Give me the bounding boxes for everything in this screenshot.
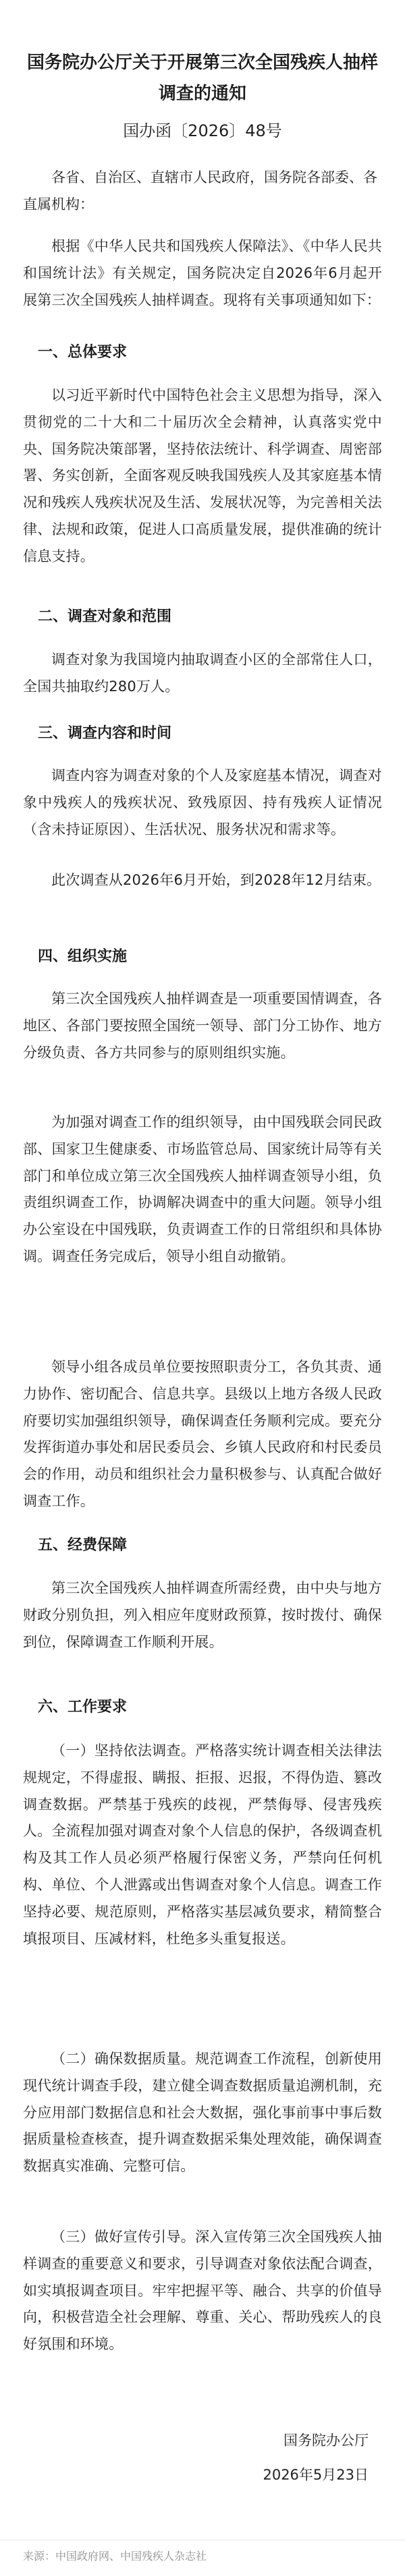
section-heading-general-requirements: 一、总体要求	[38, 344, 128, 361]
section-paragraph: 调查内容为调查对象的个人及家庭基本情况，调查对象中残疾人的残疾状况、致残原因、持有残疾人证情况（含未持证原因）、生活状况、服务状况和需求等。	[23, 767, 382, 838]
section-paragraph: 领导小组各成员单位要按照职责分工，各负其责、通力协作、密切配合、信息共享。县级以上地方各级人民政府要切实加强组织领导，确保调查任务顺利完成。要充分发挥街道办事处和居民委员会、乡镇人民政府和村民委员会的作用，动员和组织社会力量积极参与、认真配合做好调查工作。	[23, 1359, 382, 1509]
document-title: 国务院办公厅关于开展第三次全国残疾人抽样调查的通知	[26, 53, 378, 104]
section-heading-survey-scope: 二、调查对象和范围	[38, 608, 172, 625]
document-number: 国办函〔2026〕48号	[123, 121, 282, 140]
section-paragraph: 以习近平新时代中国特色社会主义思想为指导，深入贯彻党的二十大和二十届历次全会精神，认真落实党中央、国务院决策部署，坚持依法统计、科学调查、周密部署、务实创新，全面客观反映我国残疾人及其家庭基本情况和残疾人残疾状况及生活、发展状况等，为完善相关法律、法规和政策，促进人口高质量发展，提供准确的统计信息支持。	[23, 387, 382, 564]
section-paragraph: 第三次全国残疾人抽样调查是一项重要国情调查，各地区、各部门要按照全国统一领导、部门分工协作、地方分级负责、各方共同参与的原则组织实施。	[23, 991, 382, 1061]
section-paragraph: 调查对象为我国境内抽取调查小区的全部常住人口，全国共抽取约280万人。	[23, 651, 382, 695]
section-paragraph: （三）做好宣传引导。深入宣传第三次全国残疾人抽样调查的重要意义和要求，引导调查对象依法配合调查，如实填报调查项目。牢牢把握平等、融合、共享的价值导向，积极营造全社会理解、尊重、关心、帮助残疾人的良好氛围和环境。	[23, 2229, 382, 2353]
issuer-signature: 国务院办公厅	[284, 2432, 369, 2449]
source-note: 来源：中国政府网、中国残疾人杂志社	[23, 2550, 207, 2563]
section-heading-content-and-time: 三、调查内容和时间	[38, 725, 172, 742]
section-paragraph: 此次调查从2026年6月开始，到2028年12月结束。	[51, 872, 381, 888]
section-heading-work-requirements: 六、工作要求	[38, 1699, 128, 1716]
section-heading-organization: 四、组织实施	[38, 948, 128, 965]
section-paragraph: 第三次全国残疾人抽样调查所需经费，由中央与地方财政分别负担，列入相应年度财政预算，按时拨付、确保到位，保障调查工作顺利开展。	[23, 1580, 382, 1650]
intro-paragraph: 根据《中华人民共和国残疾人保障法》、《中华人民共和国统计法》有关规定，国务院决定自2026年6月起开展第三次全国残疾人抽样调查。现将有关事项通知如下：	[23, 238, 382, 308]
section-paragraph: （一）坚持依法调查。严格落实统计调查相关法律法规规定，不得虚报、瞒报、拒报、迟报，不得伪造、篡改调查数据。严禁基于残疾的歧视，严禁侮辱、侵害残疾人。全流程加强对调查对象个人信息的保护，各级调查机构及其工作人员必须严格履行保密义务，严禁向任何机构、单位、个人泄露或出售调查对象个人信息。调查工作坚持必要、规范原则，严格落实基层减负要求，精简整合填报项目、压减材料，杜绝多头重复报送。	[23, 1743, 382, 1947]
section-heading-funding: 五、经费保障	[38, 1537, 128, 1554]
issue-date: 2026年5月23日	[263, 2467, 369, 2483]
section-paragraph: （二）确保数据质量。规范调查工作流程，创新使用现代统计调查手段，建立健全调查数据质量追溯机制，充分应用部门数据信息和社会大数据，强化事前事中事后数据质量检查核查，提升调查数据采集处理效能，确保调查数据真实准确、完整可信。	[23, 2051, 382, 2175]
salutation: 各省、自治区、直辖市人民政府，国务院各部委、各直属机构：	[23, 169, 377, 212]
section-paragraph: 为加强对调查工作的组织领导，由中国残联会同民政部、国家卫生健康委、市场监管总局、国家统计局等有关部门和单位成立第三次全国残疾人抽样调查领导小组，负责组织调查工作，协调解决调查中的重大问题。领导小组办公室设在中国残联，负责调查工作的日常组织和具体协调。调查任务完成后，领导小组自动撤销。	[23, 1114, 382, 1264]
